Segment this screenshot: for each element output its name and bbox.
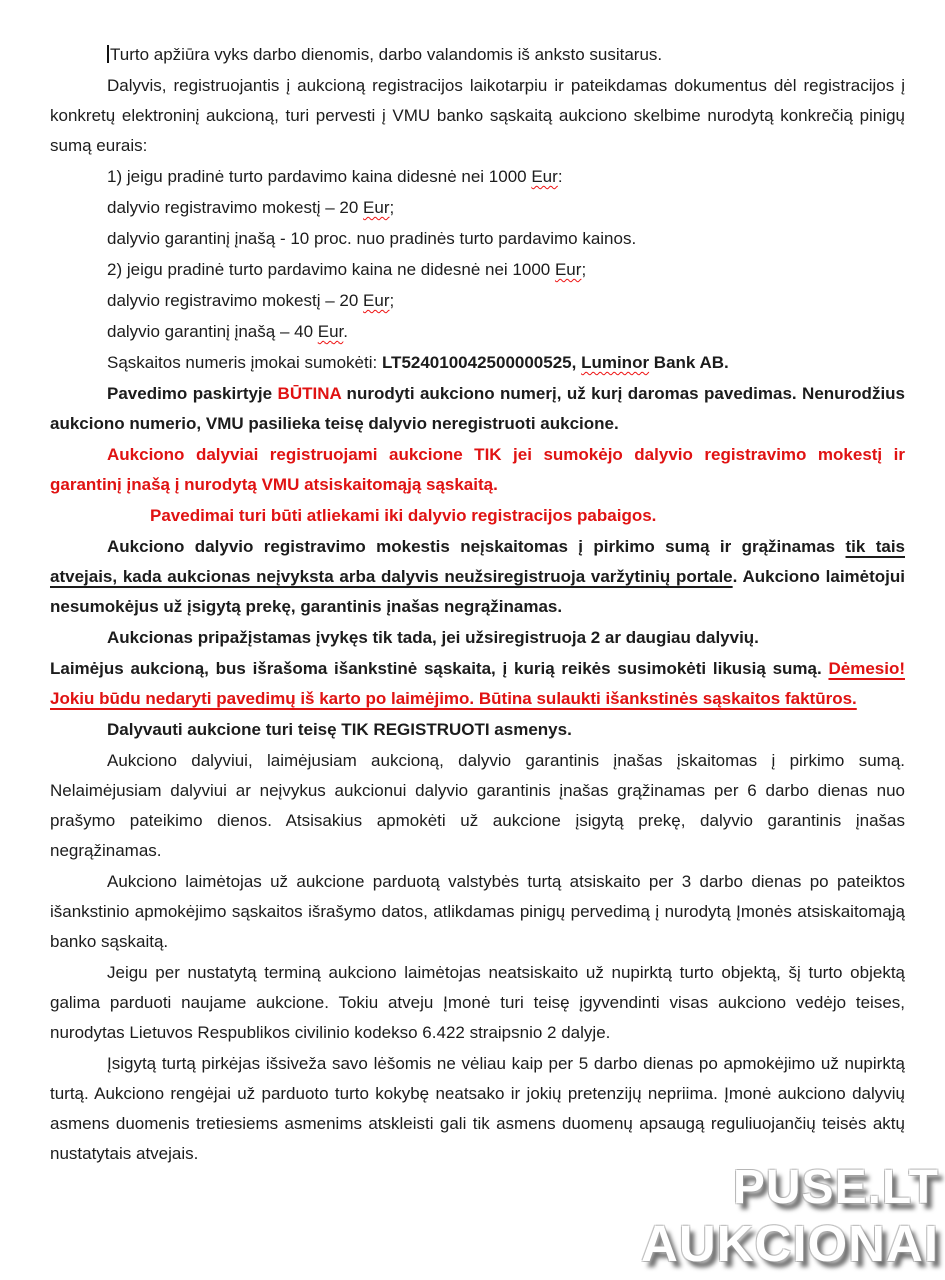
paragraph-saskaitos-numeris — [50, 348, 905, 378]
text-run: BŪTINA — [277, 384, 342, 403]
paragraph-dalyvis-registruojantis — [50, 71, 905, 161]
paragraph-atsiskaitymas-3-dienos — [50, 867, 905, 957]
text-run: ; — [389, 198, 395, 217]
text-run: Luminor — [581, 353, 650, 372]
list-item-2 — [50, 255, 905, 285]
text-run: tik tais atvejais, kada aukcionas neįvyksta arba dalyvis neužsiregistruoja varžytinių portale — [50, 537, 905, 586]
text-run: Eur — [363, 198, 390, 217]
text-run: Pavedimo paskirtyje — [107, 384, 278, 403]
text-run: Aukciono dalyviui, laimėjusiam aukcioną, dalyvio garantinis įnašas įskaitomas į pirkimo sumą. Nelaimėjusiam dalyviui ar neįvykus aukcionui dalyvio garantinis įnašas grąžinamas per 6 darbo dienas nuo prašymo pateikimo dienos. Atsisakius apmokėti už aukcione įsigytą prekę, dalyvio garantinis įnašas negrąžinamas. — [50, 751, 905, 860]
paragraph-neatsiskaito-terminas — [50, 958, 905, 1048]
paragraph-laimejus-demesio — [50, 654, 905, 714]
text-run: Jeigu per nustatytą terminą aukciono laimėtojas neatsiskaito už nupirktą turto objektą, šį turto objektą galima parduoti naujame aukcione. Tokiu atveju Įmonė turi teisę įgyvendinti visas aukciono vedėjo teises, nurodytas Lietuvos Respublikos civilinio kodekso 6.422 straipsnio 2 dalyje. — [50, 963, 905, 1042]
paragraph-pavedimai-iki-pabaigos — [50, 501, 905, 531]
text-run: Eur — [531, 167, 558, 186]
text-run: Aukciono laimėtojas už aukcione parduotą valstybės turtą atsiskaito per 3 darbo dienas po pateiktos išankstinio apmokėjimo sąskaitos išrašymo datos, atlikdamas pinigų pervedimą į nurodytą Įmonės atsiskaitomąją banko sąskaitą. — [50, 872, 905, 951]
text-run: Dėmesio! Jokiu būdu nedaryti pavedimų iš karto po laimėjimo. Būtina sulaukti išankstinės sąskaitos faktūros. — [50, 659, 905, 708]
text-run: Eur — [317, 322, 344, 341]
text-run: . Aukciono laimėtojui nesumokėjus už įsigytą prekę, garantinis įnašas negrąžinamas. — [50, 567, 905, 616]
watermark-line-2: AUKCIONAI — [641, 1214, 939, 1272]
text-run: . — [343, 322, 349, 341]
text-run: Bank AB. — [649, 353, 729, 372]
list-item-1a — [50, 193, 905, 223]
text-run: Aukcionas pripažįstamas įvykęs tik tada, jei užsiregistruoja 2 ar daugiau dalyvių. — [107, 628, 759, 647]
text-run: dalyvio registravimo mokestį – 20 — [107, 291, 364, 310]
paragraph-pavedimo-paskirtis — [50, 379, 905, 439]
watermark-line-1: PUSE.LT — [732, 1161, 939, 1215]
text-run: Pavedimai turi būti atliekami iki dalyvio registracijos pabaigos. — [150, 506, 657, 525]
text-run: Turto apžiūra vyks darbo dienomis, darbo valandomis iš anksto susitarus. — [110, 45, 663, 64]
paragraph-registruojami-tik — [50, 440, 905, 500]
list-item-2b — [50, 317, 905, 347]
text-run: ; — [389, 291, 395, 310]
text-run: Aukciono dalyviai registruojami aukcione TIK jei sumokėjo dalyvio registravimo mokestį ir garantinį įnašą į nurodytą VMU atsiskaitomąją sąskaitą. — [50, 445, 905, 494]
text-run: Aukciono dalyvio registravimo mokestis neįskaitomas į pirkimo sumą ir grąžinamas — [107, 537, 846, 556]
document-body — [50, 40, 905, 1170]
text-run: dalyvio registravimo mokestį – 20 — [107, 198, 364, 217]
text-run: Įsigytą turtą pirkėjas išsiveža savo lėšomis ne vėliau kaip per 5 darbo dienas po apmokėjimo už nupirktą turtą. Aukciono rengėjai už parduoto turto kokybę neatsako ir jokių pretenzijų nepriima. Įmonė aukciono dalyvių asmens duomenis tretiesiems asmenims atskleisti gali tik asmens duomenų apsaugą reguliuojančių teisės aktų nustatytais atvejais. — [50, 1054, 905, 1163]
list-item-1b — [50, 224, 905, 254]
paragraph-turto-apziura — [50, 40, 905, 70]
text-run: nurodyti aukciono numerį, už kurį daromas pavedimas. Nenurodžius aukciono numerio, VMU pasilieka teisę dalyvio neregistruoti aukcione. — [50, 384, 906, 433]
paragraph-aukcionas-ivykes — [50, 623, 905, 653]
list-item-1 — [50, 162, 905, 192]
text-run: Eur — [363, 291, 390, 310]
list-item-2a — [50, 286, 905, 316]
text-run: 2) jeigu pradinė turto pardavimo kaina ne didesnė nei 1000 — [107, 260, 555, 279]
watermark — [641, 1161, 939, 1272]
text-run: dalyvio garantinį įnašą - 10 proc. nuo pradinės turto pardavimo kainos. — [107, 229, 637, 248]
text-run: Laimėjus aukcioną, bus išrašoma išankstinė sąskaita, į kurią reikės susimokėti likusią sumą. — [50, 659, 829, 678]
text-run: : — [557, 167, 563, 186]
text-run: 1) jeigu pradinė turto pardavimo kaina didesnė nei 1000 — [107, 167, 532, 186]
text-run: Sąskaitos numeris įmokai sumokėti: — [107, 353, 382, 372]
paragraph-tik-registruoti — [50, 715, 905, 745]
paragraph-garantinis-inasas — [50, 746, 905, 866]
paragraph-issivezimas-duomenys — [50, 1049, 905, 1169]
text-run: ; — [581, 260, 587, 279]
text-run: Dalyvauti aukcione turi teisę TIK REGISTRUOTI asmenys. — [107, 720, 572, 739]
text-run: dalyvio garantinį įnašą – 40 — [107, 322, 318, 341]
text-run: Dalyvis, registruojantis į aukcioną registracijos laikotarpiu ir pateikdamas dokumentus dėl registracijos į konkretų elektroninį aukcioną, turi pervesti į VMU banko sąskaitą aukciono skelbime nurodytą konkrečią pinigų sumą eurais: — [50, 76, 905, 155]
paragraph-mokestis-neiskaitomas — [50, 532, 905, 622]
text-run: LT524010042500000525, — [381, 353, 582, 372]
text-run: Eur — [554, 260, 582, 279]
text-cursor — [107, 45, 109, 63]
